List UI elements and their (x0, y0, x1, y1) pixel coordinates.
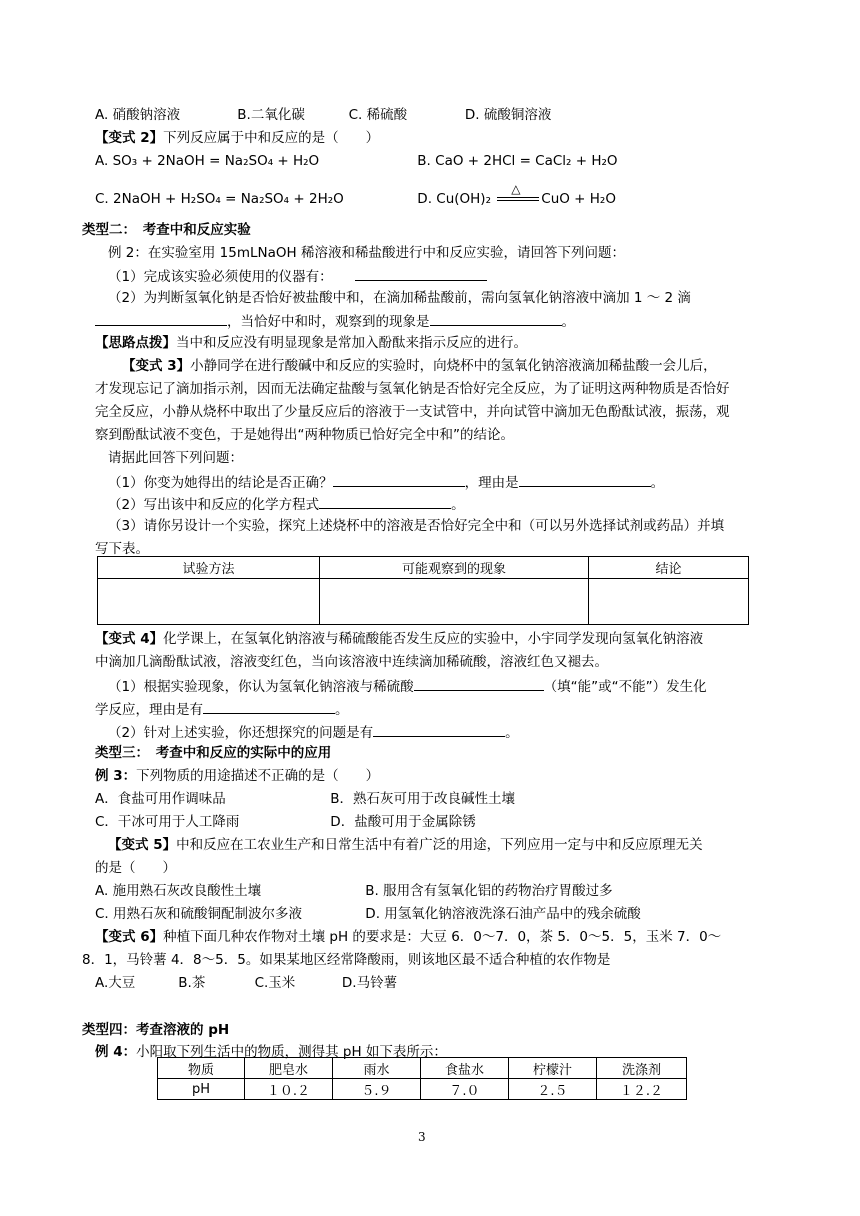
table-header: 雨水 (333, 1058, 421, 1079)
variant-4-tag: 【变式 4】 (95, 631, 164, 647)
variant-3-q3-line1: （3）请你另设计一个实验，探究上述烧杯中的溶液是否恰好完全中和（可以另外选择试剂或药品）并填 (108, 518, 725, 534)
table-header: 洗涤剂 (597, 1058, 687, 1079)
heating-equals-sign (495, 182, 541, 208)
option-d: D. 用氢氧化钠溶液洗涤石油产品中的残余硫酸 (365, 906, 641, 922)
option-a: A. SO₃ + 2NaOH = Na₂SO₄ + H₂O (95, 153, 320, 169)
table-cell-input[interactable] (98, 579, 320, 625)
table-cell: １２.２ (597, 1079, 687, 1100)
type2-q2-line2: ，当恰好中和时，观察到的现象是 。 (95, 311, 575, 331)
variant-2-row-cd (95, 182, 616, 208)
variant-6-line1: 【变式 6】种植下面几种农作物对土壤 pH 的要求是：大豆 6．0～7．0，茶 5．0～5．5，玉米 7．0～ (95, 929, 722, 945)
variant-3-line1: 【变式 3】小静同学在进行酸碱中和反应的实验时，向烧杯中的氢氧化钠溶液滴加稀盐酸一会儿后， (122, 358, 717, 374)
option-c: C. 用熟石灰和硫酸铜配制波尔多液 (95, 906, 303, 922)
variant-4-line1: 【变式 4】化学课上，在氢氧化钠溶液与稀硫酸能否发生反应的实验中，小宇同学发现向氢氧化钠溶液 (95, 631, 704, 647)
option-b: B.茶 (178, 975, 206, 991)
option-d: D.马铃薯 (341, 975, 398, 991)
answer-blank[interactable] (519, 472, 651, 487)
option-b: B. CaO + 2HCl = CaCl₂ + H₂O (417, 153, 618, 169)
table-header: 可能观察到的现象 (320, 557, 589, 579)
table-header: 结论 (589, 557, 749, 579)
section-heading-type3: 类型三： 考查中和反应的实际中的应用 (95, 745, 332, 761)
answer-blank[interactable] (414, 676, 544, 691)
variant-2-tag: 【变式 2】 (95, 130, 164, 146)
variant-4-q1-line2: 学反应，理由是有 。 (95, 699, 349, 719)
table-header: 试验方法 (98, 557, 320, 579)
ph-table (157, 1057, 687, 1100)
variant-5-row-cd (95, 905, 641, 923)
section-heading-type2: 类型二： 考查中和反应实验 (82, 222, 251, 238)
variant-3-line2: 才发现忘记了滴加指示剂，因而无法确定盐酸与氢氧化钠是否恰好完全反应，为了证明这两种物质是否恰好 (95, 381, 730, 397)
table-cell: ５.９ (333, 1079, 421, 1100)
answer-blank[interactable] (430, 311, 562, 326)
type2-q2-line1: （2）为判断氢氧化钠是否恰好被盐酸中和，在滴加稀盐酸前，需向氢氧化钠溶液中滴加 1 ～ 2 滴 (108, 290, 691, 306)
answer-blank[interactable] (333, 472, 465, 487)
variant-4-line2: 中滴加几滴酚酞试液，溶液变红色，当向该溶液中连续滴加稀硫酸，溶液红色又褪去。 (95, 654, 608, 670)
example-2: 例 2：在实验室用 15mLNaOH 稀溶液和稀盐酸进行中和反应实验，请回答下列问题： (108, 245, 625, 261)
option-a: A. 硝酸钠溶液 (95, 107, 181, 123)
thinking-hint: 【思路点拨】当中和反应没有明显现象是常加入酚酞来指示反应的进行。 (95, 335, 527, 351)
table-cell-input[interactable] (320, 579, 589, 625)
variant-2-row-ab (95, 152, 618, 170)
example-3-row-cd (95, 813, 476, 831)
option-d-reactant: D. Cu(OH)₂ (417, 191, 491, 207)
variant-5-tag: 【变式 5】 (108, 837, 177, 853)
variant-6-line2: 8．1，马铃薯 4．8～5．5。如果某地区经常降酸雨，则该地区最不适合种植的农作物是 (82, 952, 611, 968)
table-header: 食盐水 (421, 1058, 509, 1079)
table-cell: ２.５ (509, 1079, 597, 1100)
table-row (158, 1058, 687, 1079)
type2-q1: （1）完成该实验必须使用的仪器有： (108, 266, 487, 286)
option-a: A.大豆 (95, 975, 136, 991)
page-number: 3 (418, 1130, 426, 1144)
section-heading-type4: 类型四：考查溶液的 pH (82, 1022, 230, 1038)
table-cell-input[interactable] (589, 579, 749, 625)
option-d-product: CuO + H₂O (541, 191, 616, 207)
variant-4-q2: （2）针对上述实验，你还想探究的问题是有 。 (108, 722, 519, 742)
example-3-row-ab (95, 790, 515, 808)
variant-4-q1-line1: （1）根据实验现象，你认为氢氧化钠溶液与稀硫酸 （填“能”或“不能”）发生化 (108, 676, 707, 696)
answer-blank[interactable] (373, 722, 505, 737)
example-4: 例 4：小阳取下列生活中的物质，测得其 pH 如下表所示： (95, 1044, 447, 1060)
answer-blank[interactable] (319, 494, 451, 509)
variant-6-tag: 【变式 6】 (95, 929, 164, 945)
variant-2-text: 下列反应属于中和反应的是（ ） (163, 130, 380, 146)
variant-5-line1: 【变式 5】中和反应在工农业生产和日常生活中有着广泛的用途，下列应用一定与中和反应原理无关 (108, 837, 703, 853)
variant-5-row-ab (95, 882, 613, 900)
table-header: 肥皂水 (245, 1058, 333, 1079)
option-b: B.二氧化碳 (237, 107, 305, 123)
option-c: C.玉米 (254, 975, 296, 991)
prev-question-options (95, 106, 551, 124)
variant-3-q2: （2）写出该中和反应的化学方程式 。 (108, 494, 465, 514)
variant-3-tag: 【变式 3】 (122, 358, 191, 374)
variant-3-q1: （1）你变为她得出的结论是否正确？ ，理由是 。 (108, 472, 664, 492)
option-d: D. 硫酸铜溶液 (464, 107, 552, 123)
answer-blank[interactable] (203, 699, 335, 714)
answer-blank[interactable] (95, 311, 227, 326)
option-c: C．干冰可用于人工降雨 (95, 814, 240, 830)
option-b: B．熟石灰可用于改良碱性土壤 (330, 791, 516, 807)
variant-2-stem (95, 129, 379, 147)
option-a: A．食盐可用作调味品 (95, 791, 226, 807)
option-d: D．盐酸可用于金属除锈 (330, 814, 476, 830)
variant-3-line4: 察到酚酞试液不变色，于是她得出“两种物质已恰好完全中和”的结论。 (95, 427, 514, 443)
option-d (417, 182, 616, 208)
variant-3-line3: 完全反应，小静从烧杯中取出了少量反应后的溶液于一支试管中，并向试管中滴加无色酚酞试液，振荡，观 (95, 404, 730, 420)
variant-5-line2: 的是（ ） (95, 860, 176, 876)
table-cell: pH (158, 1079, 245, 1100)
table-header: 物质 (158, 1058, 245, 1079)
option-a: A. 施用熟石灰改良酸性土壤 (95, 883, 262, 899)
example-3: 例 3：下列物质的用途描述不正确的是（ ） (95, 768, 380, 784)
table-cell: １０.２ (245, 1079, 333, 1100)
option-b: B. 服用含有氢氧化铝的药物治疗胃酸过多 (365, 883, 613, 899)
variant-6-options (95, 974, 397, 992)
delta-icon: △ (511, 182, 521, 196)
variant-3-ask: 请据此回答下列问题： (108, 450, 243, 466)
table-header: 柠檬汁 (509, 1058, 597, 1079)
experiment-design-table (97, 556, 749, 625)
table-cell: ７.０ (421, 1079, 509, 1100)
option-c: C. 稀硫酸 (348, 107, 408, 123)
variant-3-q3-line2: 写下表。 (95, 541, 149, 557)
answer-blank[interactable] (355, 266, 487, 281)
option-c: C. 2NaOH + H₂SO₄ = Na₂SO₄ + 2H₂O (95, 191, 344, 207)
table-row (158, 1079, 687, 1100)
